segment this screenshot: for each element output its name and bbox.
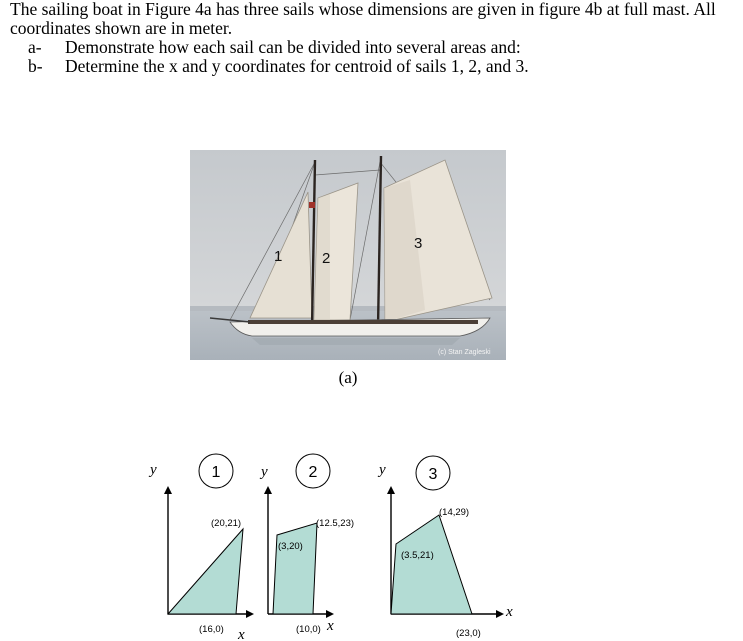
sailing-boat-photo [190, 150, 506, 360]
problem-item-a [10, 38, 735, 57]
sail-2-number: 2 [308, 464, 318, 481]
problem-item-b [10, 57, 735, 76]
item-marker-b: b- [28, 56, 43, 76]
sail-label-2: 2 [322, 250, 331, 267]
sail-3-y-axis-label: y [379, 462, 386, 478]
sail-2-x-axis-label: x [327, 618, 334, 634]
sail-2-point-top: (12.5,23) [316, 518, 355, 529]
sail-diagrams [0, 440, 743, 641]
sail-1-x-axis-label: x [238, 627, 245, 641]
sail-2-y-axis-label: y [261, 464, 268, 480]
figure-caption-a: (a) [338, 368, 358, 387]
sail-3-point-top: (14,29) [439, 507, 470, 518]
item-text-a: Demonstrate how each sail can be divided into several areas and: [65, 37, 521, 57]
sail-1-diagram [148, 454, 250, 641]
sail-3-shape [391, 515, 472, 614]
problem-intro: The sailing boat in Figure 4a has three sails whose dimensions are given in figure 4b at full mast. All coordinates shown are in meter. [10, 0, 716, 38]
sail-label-3: 3 [414, 235, 423, 252]
sail-1-number: 1 [211, 464, 221, 481]
photo-credit: (c) Stan Zagleski [438, 349, 491, 356]
deck-line [248, 320, 478, 324]
sail-3-number: 3 [428, 466, 438, 483]
sail-1-point-top: (20,21) [211, 518, 242, 529]
reflection [252, 338, 460, 345]
sail-3-point-bottom: (23,0) [456, 628, 481, 639]
item-text-b: Determine the x and y coordinates for centroid of sails 1, 2, and 3. [65, 56, 529, 76]
sail-2-diagram [259, 454, 354, 635]
sail-1-point-bottom: (16,0) [199, 624, 224, 635]
sail-2-shape [273, 523, 317, 614]
flag [309, 202, 315, 208]
sail-1-shape [168, 529, 243, 614]
sail-2-point-left: (3,20) [278, 541, 303, 552]
sail-3-diagram [377, 456, 513, 639]
sail-3-point-left: (3.5,21) [401, 550, 434, 561]
sail-3-x-axis-label: x [506, 604, 513, 620]
item-marker-a: a- [28, 37, 42, 57]
sail-label-1: 1 [274, 248, 283, 265]
sail-1-y-axis-label: y [150, 462, 157, 478]
problem-statement [10, 0, 735, 76]
sail-2-point-bottom: (10,0) [296, 624, 321, 635]
